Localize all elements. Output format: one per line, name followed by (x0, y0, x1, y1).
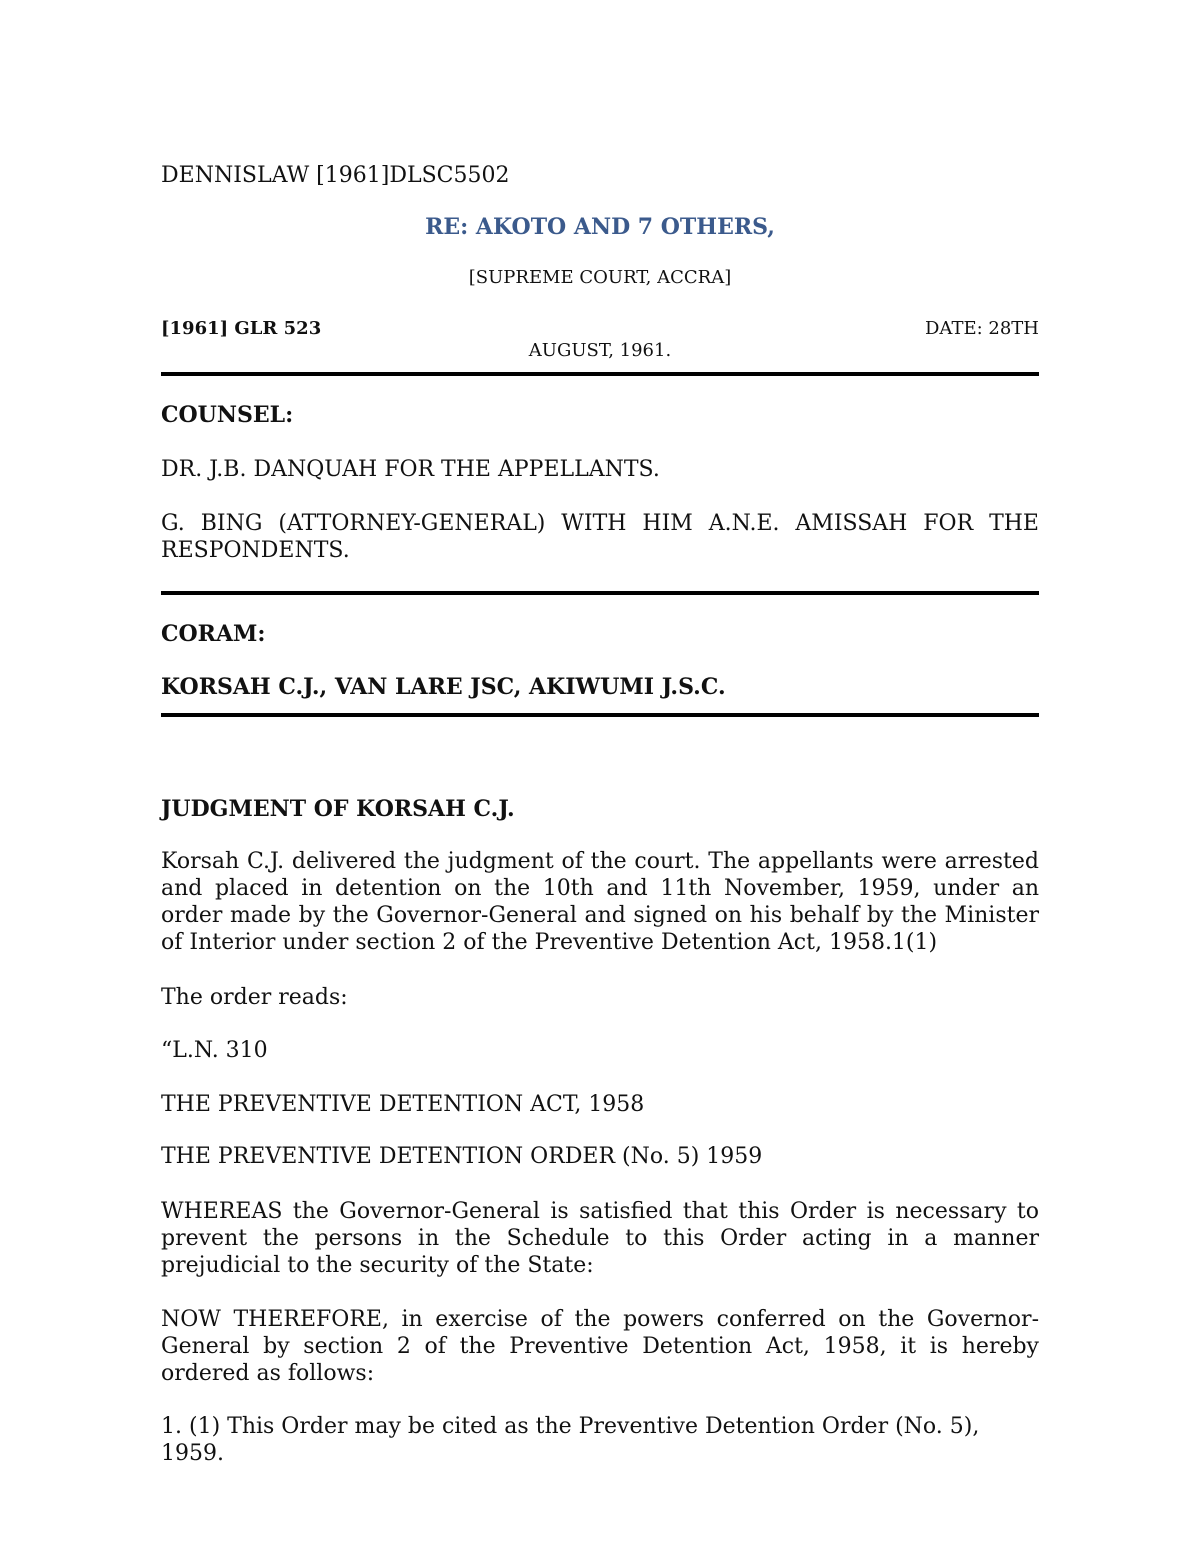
date-continuation: AUGUST, 1961. (528, 340, 672, 361)
whereas-paragraph: WHEREAS the Governor-General is satisfied that this Order is necessary to prevent the persons in the Schedule to this Order acting in a manner prejudicial to the security of the State: (161, 1199, 1039, 1278)
case-title: RE: AKOTO AND 7 OTHERS, (425, 214, 775, 240)
divider (161, 591, 1039, 595)
counsel-respondents: G. BING (ATTORNEY-GENERAL) WITH HIM A.N.E. AMISSAH FOR THE RESPONDENTS. (161, 511, 1039, 563)
citation: DENNISLAW [1961]DLSC5502 (161, 163, 510, 188)
coram-heading: CORAM: (161, 621, 266, 647)
order-reads: The order reads: (161, 985, 348, 1010)
judgment-heading: JUDGMENT OF KORSAH C.J. (161, 796, 515, 822)
report-reference: [1961] GLR 523 (161, 318, 322, 339)
counsel-heading: COUNSEL: (161, 402, 294, 428)
now-therefore-paragraph: NOW THEREFORE, in exercise of the powers conferred on the Governor-General by section 2 of the Preventive Detention Act, 1958, it is hereby ordered as follows: (161, 1307, 1039, 1386)
date-label: DATE: 28TH (925, 318, 1039, 339)
judgment-intro-paragraph: Korsah C.J. delivered the judgment of the court. The appellants were arrested and placed in detention on the 10th and 11th November, 1959, under an order made by the Governor-General and signed on his behalf by the Minister of Interior under section 2 of the Preventive Detention Act, 1958.1(1) (161, 849, 1039, 955)
divider (161, 372, 1039, 376)
coram-judges: KORSAH C.J., VAN LARE JSC, AKIWUMI J.S.C. (161, 674, 726, 700)
legal-notice-number: “L.N. 310 (161, 1038, 268, 1063)
clause-1: 1. (1) This Order may be cited as the Preventive Detention Order (No. 5), 1959. (161, 1414, 980, 1466)
act-title: THE PREVENTIVE DETENTION ACT, 1958 (161, 1092, 645, 1117)
order-title: THE PREVENTIVE DETENTION ORDER (No. 5) 1959 (161, 1144, 763, 1169)
counsel-appellants: DR. J.B. DANQUAH FOR THE APPELLANTS. (161, 457, 660, 482)
divider (161, 713, 1039, 717)
court-name: [SUPREME COURT, ACCRA] (468, 267, 732, 288)
